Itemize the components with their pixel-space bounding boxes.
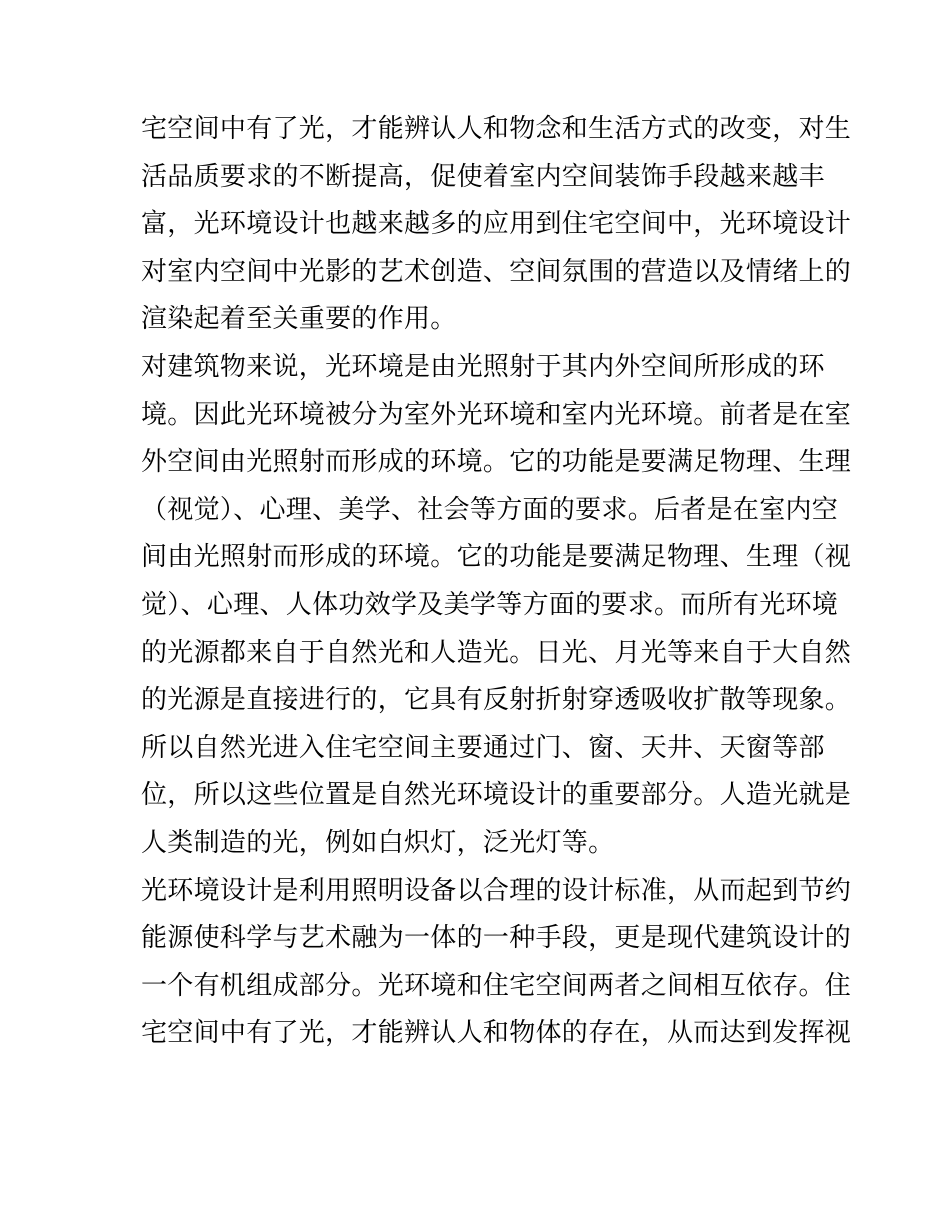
text-line-10: 间由光照射而形成的环境。它的功能是要满足物理、生理（视 <box>141 542 852 573</box>
text-line-18: 能源使科学与艺术融为一体的一种手段，更是现代建筑设计的 <box>141 923 852 954</box>
text-line-14: 所以自然光进入住宅空间主要通过门、窗、天井、天窗等部 <box>141 732 825 763</box>
text-line-20: 宅空间中有了光，才能辨认人和物体的存在，从而达到发挥视 <box>141 1018 852 1049</box>
text-line-17: 光环境设计是利用照明设备以合理的设计标准，从而起到节约 <box>141 875 852 906</box>
text-line-19: 一个有机组成部分。光环境和住宅空间两者之间相互依存。住 <box>141 970 852 1001</box>
text-line-6: 对建筑物来说，光环境是由光照射于其内外空间所形成的环 <box>141 351 825 382</box>
text-line-12: 的光源都来自于自然光和人造光。日光、月光等来自于大自然 <box>141 637 852 668</box>
text-line-3: 富，光环境设计也越来越多的应用到住宅空间中，光环境设计 <box>141 209 852 240</box>
text-line-5: 渲染起着至关重要的作用。 <box>141 304 457 335</box>
body-text <box>141 106 852 1058</box>
text-line-2: 活品质要求的不断提高，促使着室内空间装饰手段越来越丰 <box>141 161 825 192</box>
text-line-15: 位，所以这些位置是自然光环境设计的重要部分。人造光就是 <box>141 780 852 811</box>
text-line-13: 的光源是直接进行的，它具有反射折射穿透吸收扩散等现象。 <box>141 685 852 716</box>
text-line-1: 宅空间中有了光，才能辨认人和物念和生活方式的改变，对生 <box>141 114 852 144</box>
text-line-9: （视觉）、心理、美学、社会等方面的要求。后者是在室内空 <box>141 494 839 525</box>
text-line-11: 觉）、心理、人体功效学及美学等方面的要求。而所有光环境 <box>141 589 839 620</box>
text-line-7: 境。因此光环境被分为室外光环境和室内光环境。前者是在室 <box>141 399 852 430</box>
text-line-16: 人类制造的光，例如白炽灯，泛光灯等。 <box>141 827 615 858</box>
text-line-4: 对室内空间中光影的艺术创造、空间氛围的营造以及情绪上的 <box>141 256 852 287</box>
text-line-8: 外空间由光照射而形成的环境。它的功能是要满足物理、生理 <box>141 447 852 478</box>
